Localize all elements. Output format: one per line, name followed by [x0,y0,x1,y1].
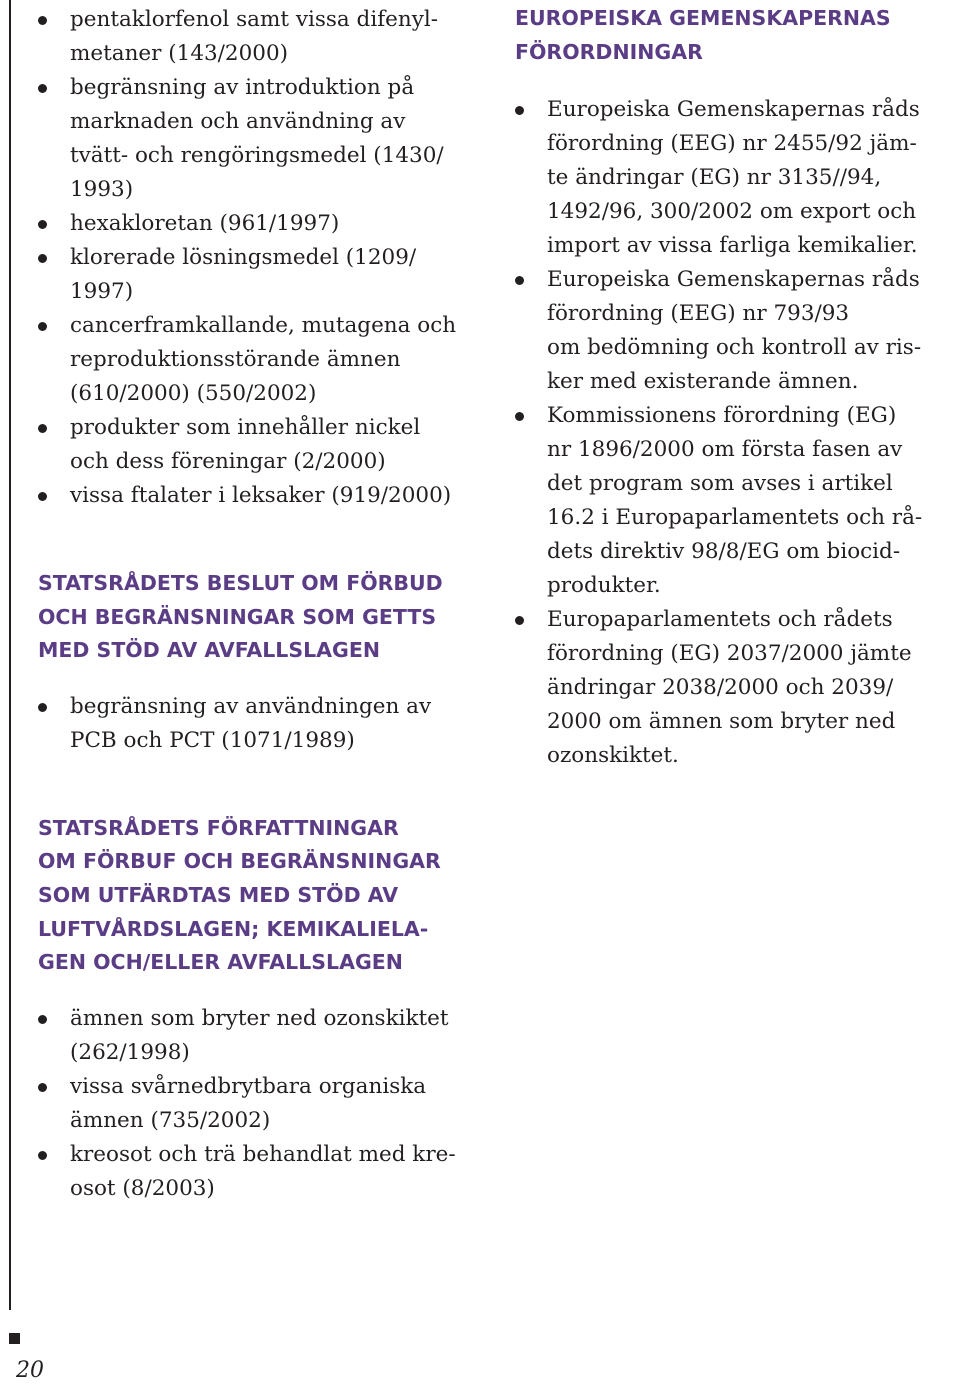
list-item: Europaparlamentets och rådets förordning (EG) 2037/2000 jämte ändringar 2038/2000 och 2039/ 2000 om ämnen som bryter ned ozonskiktet. [515,603,960,773]
list-item: ämnen som bryter ned ozonskiktet (262/1998) [38,1002,493,1070]
list-item: Kommissionens förordning (EG) nr 1896/2000 om första fasen av det program som avses i artikel 16.2 i Europaparlamentets och rå- dets direktiv 98/8/EG om biocid- produkter. [515,399,960,603]
section-heading-avfallslagen: STATSRÅDETS BESLUT OM FÖRBUD OCH BEGRÄNSNINGAR SOM GETTS MED STÖD AV AVFALLSLAGEN [38,571,443,663]
left-column [38,0,493,1206]
list-item: pentaklorfenol samt vissa difenyl- metaner (143/2000) [38,3,493,71]
chemical-restrictions-list [38,3,493,513]
section-heading-eu-regulations: EUROPEISKA GEMENSKAPERNAS FÖRORDNINGAR [515,6,891,64]
list-item: vissa svårnedbrytbara organiska ämnen (735/2002) [38,1070,493,1138]
margin-rule [9,0,11,1310]
list-item: kreosot och trä behandlat med kre- osot (8/2003) [38,1138,493,1206]
ozone-list [38,1002,493,1206]
page-marker-square [9,1333,20,1344]
list-item: Europeiska Gemenskapernas råds förordning (EEG) nr 793/93 om bedömning och kontroll av ris- ker med existerande ämnen. [515,263,960,399]
list-item: klorerade lösningsmedel (1209/ 1997) [38,241,493,309]
right-column [515,0,960,773]
eu-regulations-list [515,93,960,773]
list-item: cancerframkallande, mutagena och reproduktionsstörande ämnen (610/2000) (550/2002) [38,309,493,411]
section-heading-forfattningar: STATSRÅDETS FÖRFATTNINGAR OM FÖRBUF OCH BEGRÄNSNINGAR SOM UTFÄRDTAS MED STÖD AV LUFTVÅRDSLAGEN; KEMIKALIELA- GEN OCH/ELLER AVFALLSLAGEN [38,815,441,975]
page-number: 20 [16,1358,44,1383]
list-item: Europeiska Gemenskapernas råds förordning (EEG) nr 2455/92 jäm- te ändringar (EG) nr 3135//94, 1492/96, 300/2002 om export och import av vissa farliga kemikalier. [515,93,960,263]
waste-act-list [38,690,493,758]
list-item: vissa ftalater i leksaker (919/2000) [38,479,493,513]
list-item: begränsning av introduktion på marknaden och användning av tvätt- och rengöringsmedel (1430/ 1993) [38,71,493,207]
list-item: produkter som innehåller nickel och dess föreningar (2/2000) [38,411,493,479]
list-item: begränsning av användningen av PCB och PCT (1071/1989) [38,690,493,758]
list-item: hexakloretan (961/1997) [38,207,493,241]
